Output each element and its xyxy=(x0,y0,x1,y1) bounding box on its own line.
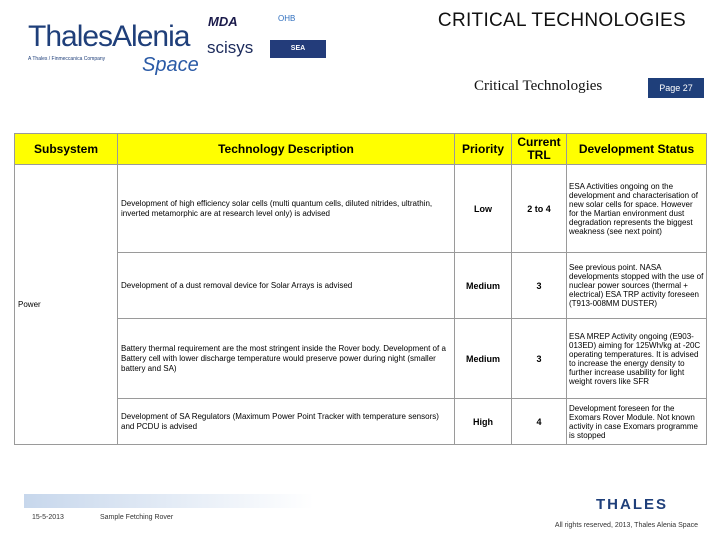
row-status: Development foreseen for the Exomars Rover Module. Not known activity in case Exomars programme is stopped xyxy=(567,399,707,445)
section-title: Critical Technologies xyxy=(474,78,603,94)
mda-logo: MDA xyxy=(208,14,238,29)
page-title: CRITICAL TECHNOLOGIES xyxy=(437,10,686,31)
row-description: Battery thermal requirement are the most stringent inside the Rover body. Development of a Battery cell with lower discharge temperature would preserve power during night (smaller battery and SA) xyxy=(118,319,455,399)
row-priority: Low xyxy=(455,165,512,253)
ohb-logo: OHB xyxy=(278,14,296,23)
critical-technologies-table xyxy=(14,133,707,445)
row-priority: Medium xyxy=(455,319,512,399)
header-priority: Priority xyxy=(455,134,512,165)
row-priority: High xyxy=(455,399,512,445)
thales-alenia-logo xyxy=(22,18,199,76)
table-row xyxy=(15,319,707,399)
row-trl: 2 to 4 xyxy=(512,165,567,253)
row-status: ESA MREP Activity ongoing (E903-013ED) aiming for 125Wh/kg at -20C operating temperatures. It is advised to increase the energy density to further increase usability for light weight rovers like SFR xyxy=(567,319,707,399)
header-technology-description: Technology Description xyxy=(118,134,455,165)
scisys-logo: scisys xyxy=(207,38,254,57)
header-development-status: Development Status xyxy=(567,134,707,165)
logo-space: Space xyxy=(142,54,199,76)
row-trl: 3 xyxy=(512,319,567,399)
logo-tagline: A Thales / Finmeccanica Company xyxy=(28,56,106,62)
footer-date: 15-5-2013 xyxy=(32,514,64,521)
footer-copyright: All rights reserved, 2013, Thales Alenia Space xyxy=(554,522,698,529)
row-priority: Medium xyxy=(455,253,512,319)
header-current-trl: Current TRL xyxy=(512,134,567,165)
row-status: See previous point. NASA developments stopped with the use of nuclear power sources (thermal + electrical) ESA TRP activity foreseen (T913-008MM DUSTER) xyxy=(567,253,707,319)
subsystem-cell: Power xyxy=(15,165,118,445)
table-row xyxy=(15,165,707,253)
footer-document-title: Sample Fetching Rover xyxy=(100,514,174,521)
row-status: ESA Activities ongoing on the development and characterisation of new solar cells for space. However for the Martian environment dust degradation represents the biggest weakness (see next point) xyxy=(567,165,707,253)
sea-logo: SEA xyxy=(270,40,326,58)
page-number-badge: Page 27 xyxy=(648,78,704,98)
footer-gradient-bar xyxy=(24,494,314,508)
header-subsystem: Subsystem xyxy=(15,134,118,165)
row-description: Development of a dust removal device for Solar Arrays is advised xyxy=(118,253,455,319)
table-row xyxy=(15,253,707,319)
row-description: Development of SA Regulators (Maximum Power Point Tracker with temperature sensors) and PCDU is advised xyxy=(118,399,455,445)
table-row xyxy=(15,399,707,445)
row-trl: 4 xyxy=(512,399,567,445)
table-header-row xyxy=(15,134,707,165)
logo-name: ThalesAlenia xyxy=(28,20,190,53)
row-description: Development of high efficiency solar cells (multi quantum cells, diluted nitrides, ultrathin, inverted metamorphic are at research level only) is advised xyxy=(118,165,455,253)
row-trl: 3 xyxy=(512,253,567,319)
thales-logo: THALES xyxy=(596,496,668,513)
